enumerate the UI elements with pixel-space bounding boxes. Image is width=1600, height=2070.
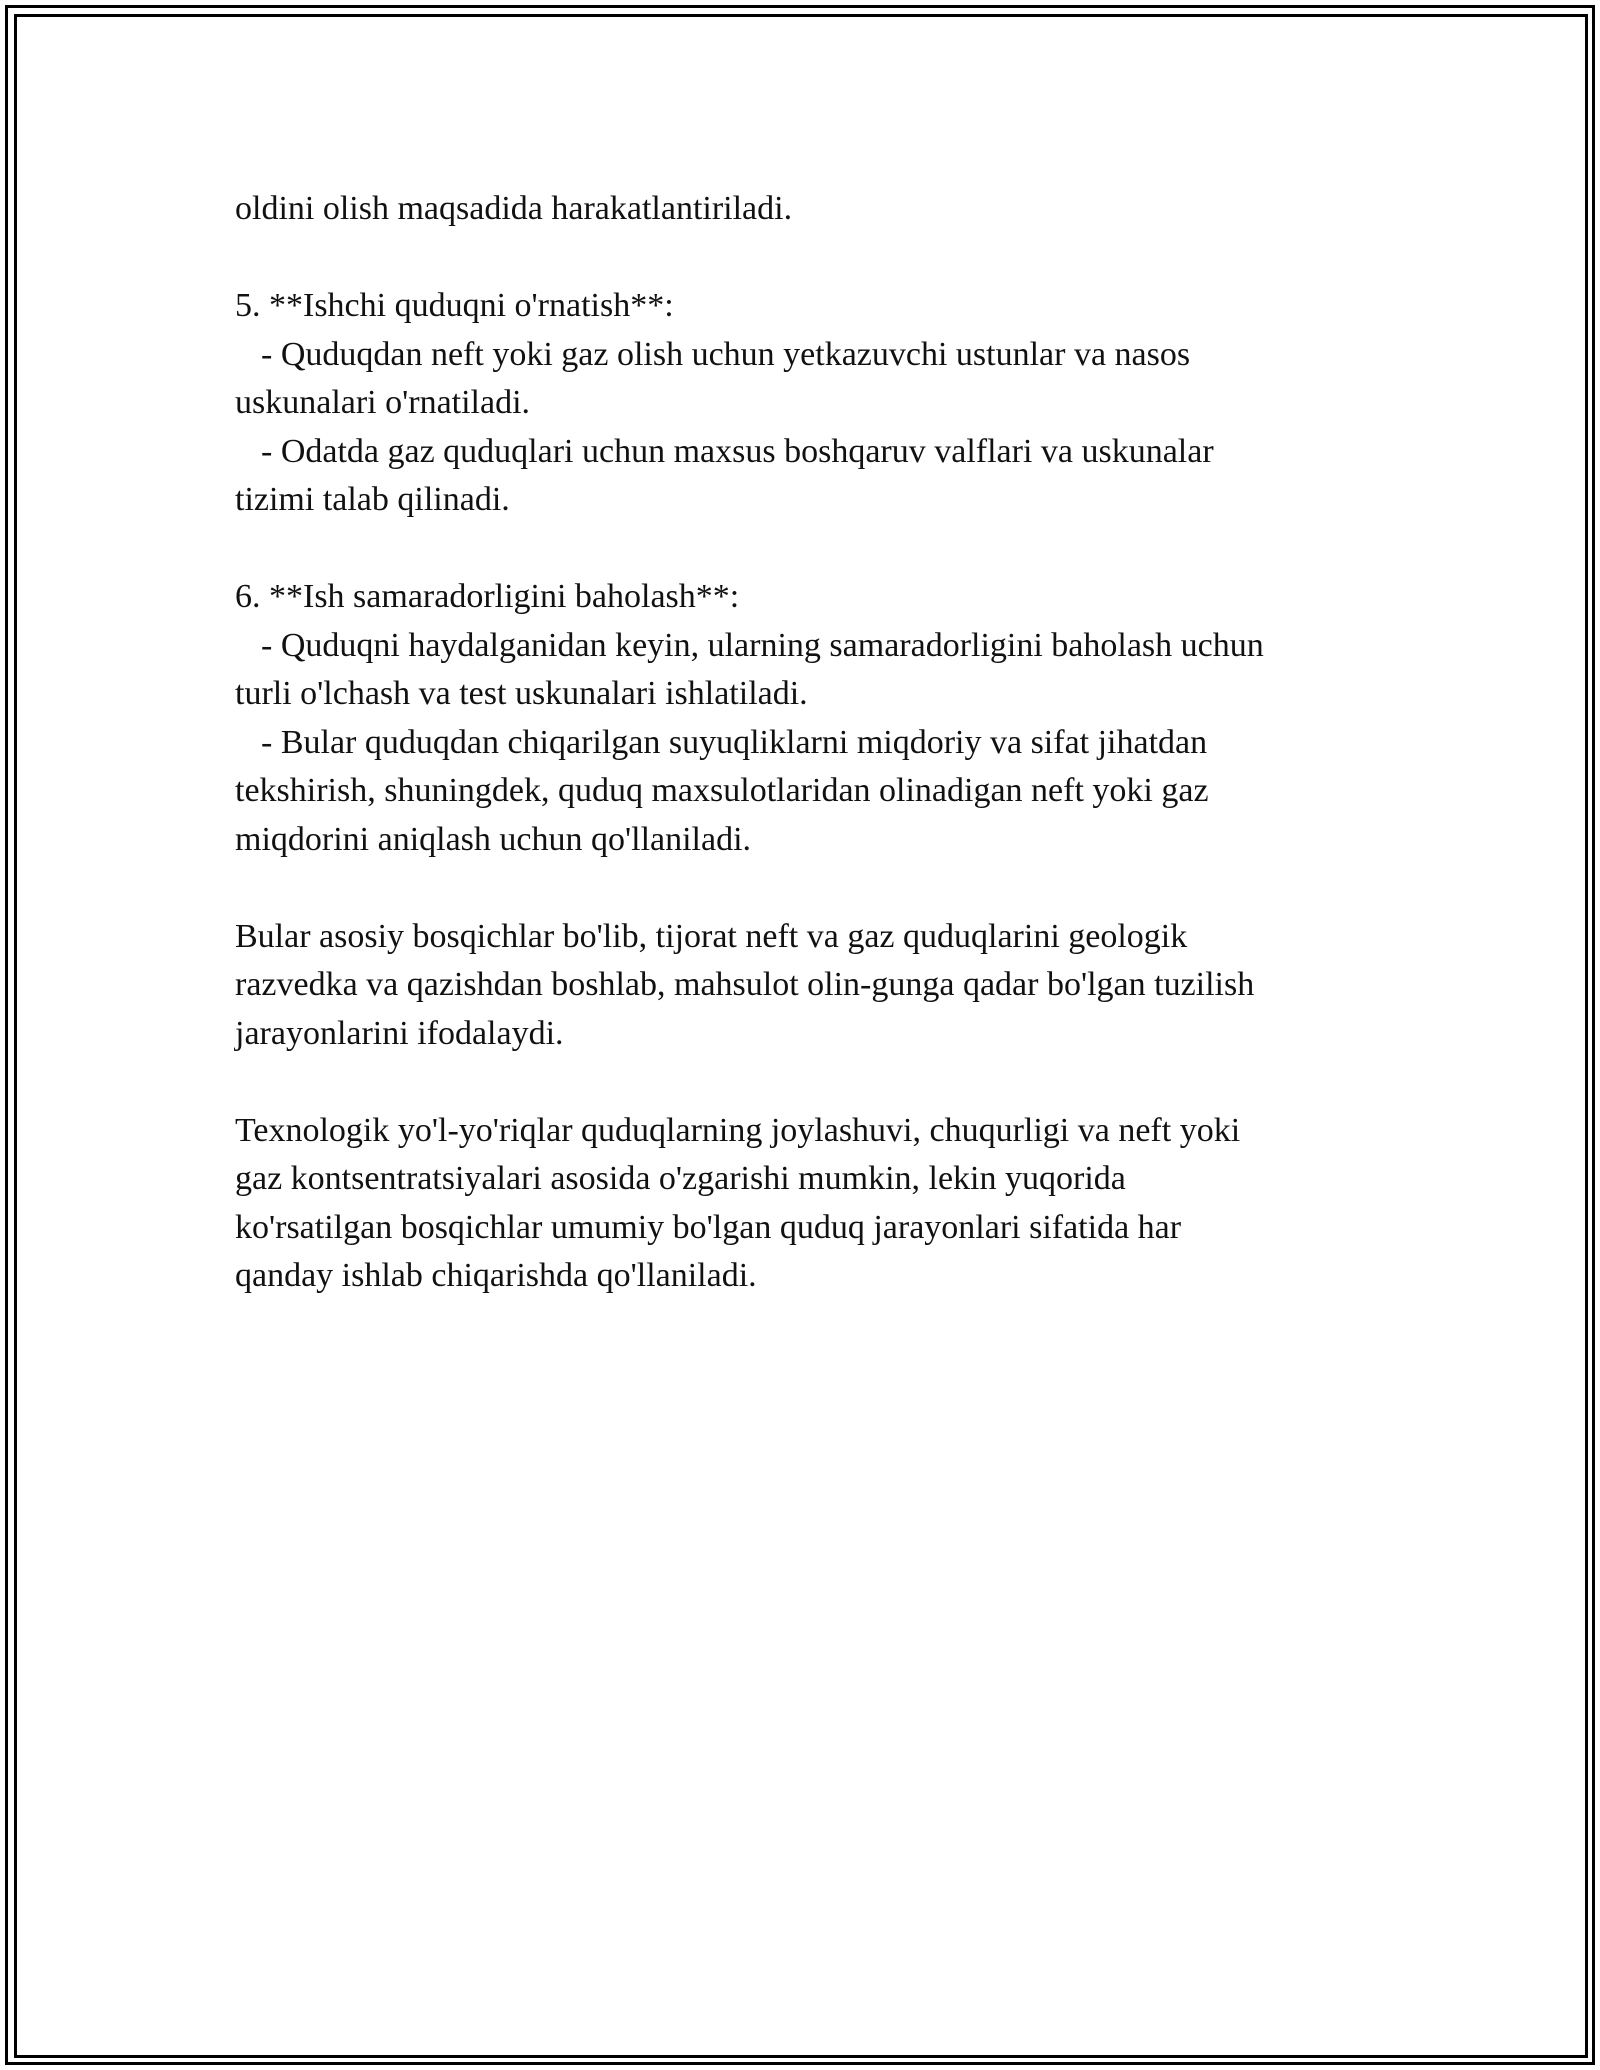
bullet-line: - Quduqdan neft yoki gaz olish uchun yetkazuvchi ustunlar va nasos xyxy=(261,335,1191,373)
text-line: oldini olish maqsadida harakatlantiriladi. xyxy=(235,190,793,227)
bullet-continuation: tizimi talab qilinadi. xyxy=(235,481,510,518)
bullet-continuation: miqdorini aniqlash uchun qo'llaniladi. xyxy=(235,820,752,858)
text-line: razvedka va qazishdan boshlab, mahsulot olin-gunga qadar bo'lgan tuzilish xyxy=(235,966,1255,1003)
text-line: Bular asosiy bosqichlar bo'lib, tijorat neft va gaz quduqlarini geologik xyxy=(235,917,1188,955)
bullet-line: - Bular quduqdan chiqarilgan suyuqliklarni miqdoriy va sifat jihatdan xyxy=(261,723,1208,761)
section-6 xyxy=(235,573,1365,864)
text-line: gaz kontsentratsiyalari asosida o'zgarishi mumkin, lekin yuqorida xyxy=(235,1160,1126,1197)
bullet-continuation: tekshirish, shuningdek, quduq maxsulotlaridan olinadigan neft yoki gaz xyxy=(235,772,1209,809)
bullet-continuation: uskunalari o'rnatiladi. xyxy=(235,384,531,421)
summary-paragraph xyxy=(235,913,1365,1059)
section-5 xyxy=(235,282,1365,525)
document-body xyxy=(235,185,1365,1349)
bullet-line: - Quduqni haydalganidan keyin, ularning samaradorligini baholash uchun xyxy=(261,626,1264,664)
bullet-line: - Odatda gaz quduqlari uchun maxsus boshqaruv valflari va uskunalar xyxy=(261,432,1214,470)
text-line: Texnologik yo'l-yo'riqlar quduqlarning joylashuvi, chuqurligi va neft yoki xyxy=(235,1111,1241,1149)
continuation-paragraph xyxy=(235,185,1365,234)
bullet-continuation: turli o'lchash va test uskunalari ishlatiladi. xyxy=(235,675,808,712)
text-line: qanday ishlab chiqarishda qo'llaniladi. xyxy=(235,1257,757,1294)
section-heading: 6. **Ish samaradorligini baholash**: xyxy=(235,578,740,615)
text-line: ko'rsatilgan bosqichlar umumiy bo'lgan quduq jarayonlari sifatida har xyxy=(235,1208,1182,1246)
section-heading: 5. **Ishchi quduqni o'rnatish**: xyxy=(235,287,674,324)
closing-paragraph xyxy=(235,1107,1365,1301)
text-line: jarayonlarini ifodalaydi. xyxy=(235,1014,564,1052)
